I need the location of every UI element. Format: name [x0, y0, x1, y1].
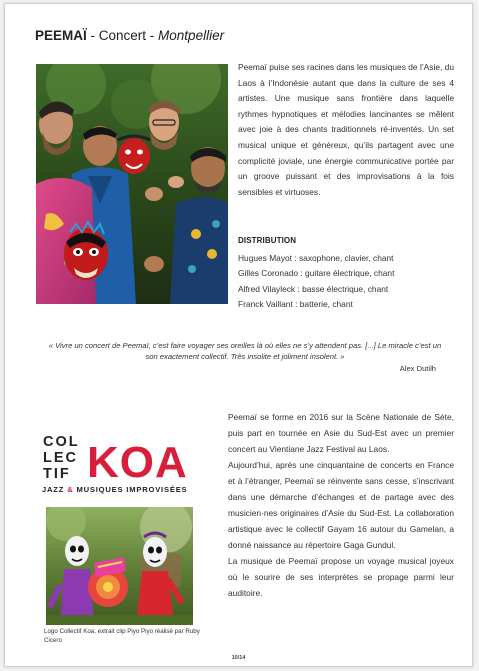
title-separator: - [146, 28, 159, 43]
event-type: Concert [98, 28, 147, 43]
logo-tagline-jazz: JAZZ [42, 485, 65, 494]
photo-caption: Logo Collectif Koa, extrait clip Piyo Piyo réalisé par Ruby Cicero [44, 628, 200, 644]
page-title [35, 28, 224, 43]
collectif-koa-logo [41, 429, 197, 495]
page-number: 10/14 [231, 655, 246, 661]
distribution-list [238, 251, 454, 313]
clip-still-photo [46, 507, 193, 625]
quote-author: Alex Dutilh [399, 364, 436, 373]
press-quote: « Vivre un concert de Peemaï, c’est faire voyager ses oreilles là où elles ne s’y attendent pas. [...] Le miracle c’est un son exactement collectif. Très insolite et joliment insolent. » [48, 341, 442, 362]
logo-text-lec: LEC [43, 450, 78, 466]
history-paragraph: La musique de Peemaï propose un voyage musical joyeux où le sourire de ses interprètes se propage parmi leur auditoire. [228, 556, 454, 598]
logo-text-col: COL [43, 434, 80, 450]
list-item: Franck Vaillant : batterie, chant [238, 299, 353, 310]
band-photo [36, 64, 228, 304]
intro-paragraph: Peemaï puise ses racines dans les musiques de l’Asie, du Laos à l’Indonésie autant que dans la culture de ses 4 artistes. Une musique sans frontière dans laquelle rythmes hypnotiques et mélodies lancinantes se mêlent avec joie à des chants traditionnels ré-inventés. Un set musical unique et généreux, qu’ils partagent avec une complicité joviale, une énergie communicative portée par un groove puissant et des improvisations à la fois sensibles et virtuoses. [238, 62, 454, 197]
logo-tagline-amp: & [67, 485, 74, 494]
list-item: Gilles Coronado : guitare électrique, chant [238, 268, 395, 279]
logo-text-koa: KOA [87, 438, 188, 487]
history-paragraph: Aujourd’hui, après une cinquantaine de concerts en France et à l’étranger, Peemaï se réinvente sans cesse, s’inscrivant dans une démarche d’échanges et de partage avec des musicien·nes originaires d’Asie du Sud-Est. La collaboration artistique avec le collectif Gayam 16 autour du Gamelan, a donné naissance au répertoire Gaga Gundul. [228, 460, 454, 550]
distribution-heading: DISTRIBUTION [238, 236, 297, 245]
band-name: PEEMAÏ [35, 28, 87, 43]
list-item: Hugues Mayot : saxophone, clavier, chant [238, 253, 394, 263]
document-page [4, 3, 473, 667]
logo-text-tif: TIF [43, 466, 71, 482]
history-paragraph: Peemaï se forme en 2016 sur la Scène Nationale de Sète, puis part en tournée en Asie du Sud-Est avec un premier concert au Vientiane Jazz Festival au Laos. [228, 412, 454, 454]
title-separator: - [86, 28, 99, 43]
svg-text:JAZZ&MUSIQUES IMPROVISÉES [42, 485, 187, 494]
history-text [228, 409, 454, 601]
list-item: Alfred Vilayleck : basse électrique, chant [238, 283, 389, 294]
event-city: Montpellier [158, 28, 225, 43]
logo-tagline-rest: MUSIQUES IMPROVISÉES [76, 485, 188, 494]
